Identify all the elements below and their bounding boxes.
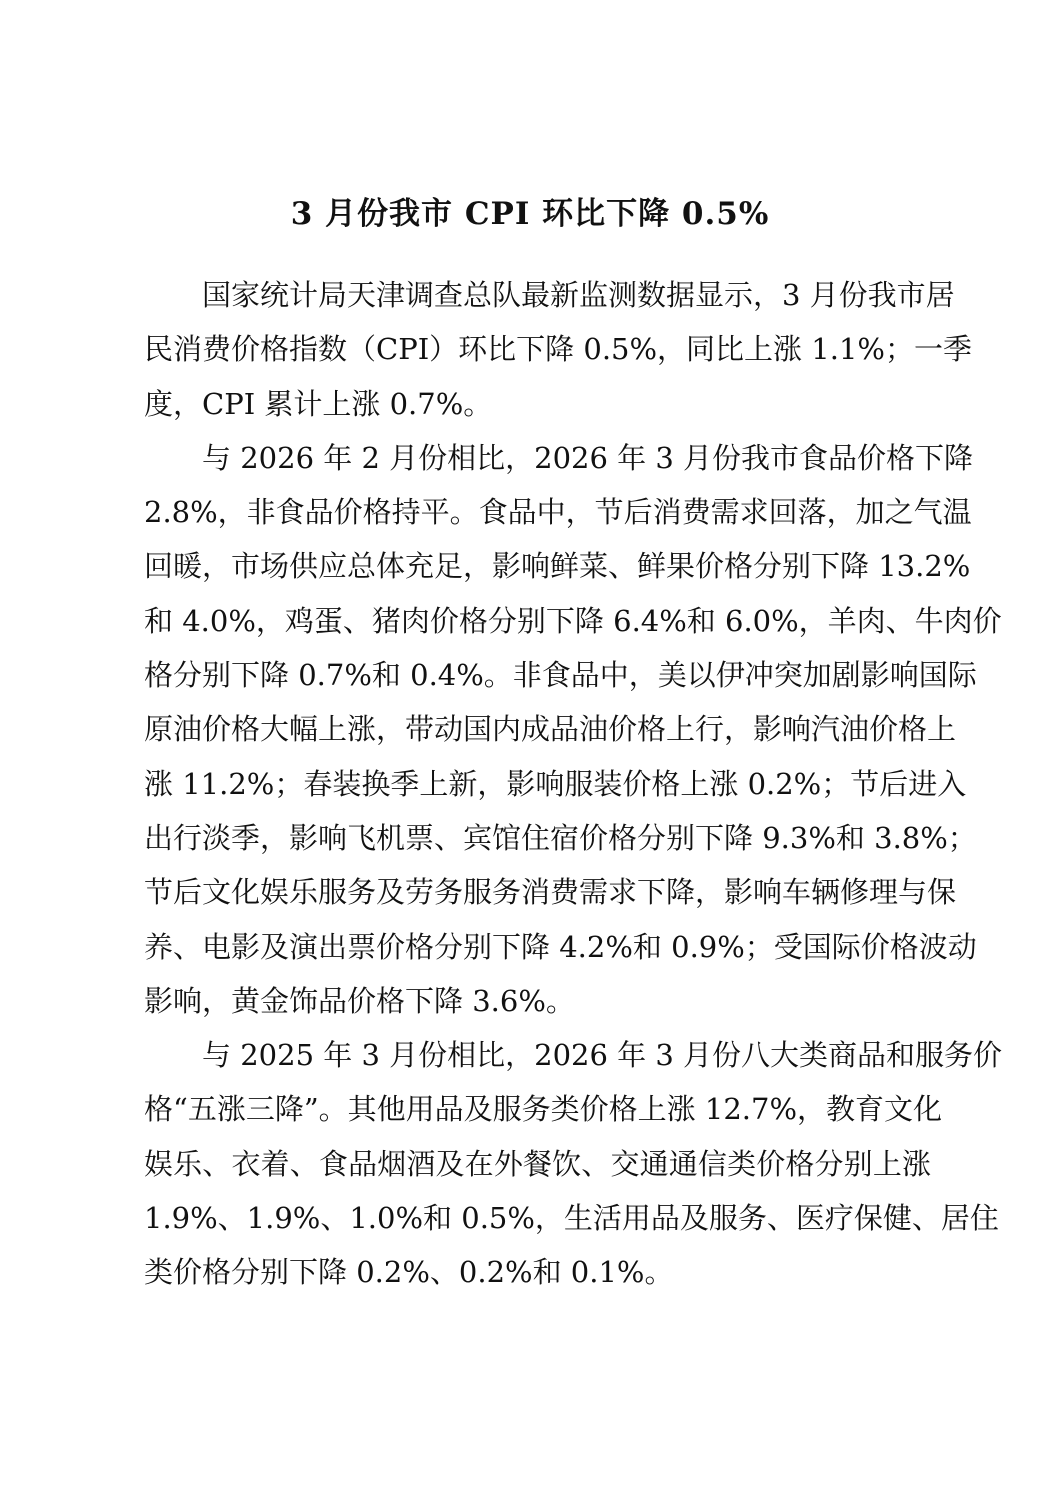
text-line: 娱乐、衣着、食品烟酒及在外餐饮、交通通信类价格分别上涨 <box>144 1146 931 1181</box>
text-line: 与 2026 年 2 月份相比，2026 年 3 月份我市食品价格下降 <box>202 440 974 475</box>
paragraph-1 <box>144 268 972 431</box>
article-body <box>144 268 1003 1300</box>
text-line: 国家统计局天津调查总队最新监测数据显示，3 月份我市居 <box>202 278 955 312</box>
text-line: 格“五涨三降”。其他用品及服务类价格上涨 12.7%，教育文化 <box>144 1092 942 1127</box>
text-line: 回暖，市场供应总体充足，影响鲜菜、鲜果价格分别下降 13.2% <box>144 549 971 584</box>
text-line: 格分别下降 0.7%和 0.4%。非食品中，美以伊冲突加剧影响国际 <box>144 658 977 693</box>
text-line: 类价格分别下降 0.2%、0.2%和 0.1%。 <box>144 1255 674 1290</box>
text-line: 度，CPI 累计上涨 0.7%。 <box>144 386 493 421</box>
text-line: 节后文化娱乐服务及劳务服务消费需求下降，影响车辆修理与保 <box>144 875 957 910</box>
text-line: 和 4.0%，鸡蛋、猪肉价格分别下降 6.4%和 6.0%，羊肉、牛肉价 <box>144 603 1002 638</box>
text-line: 1.9%、1.9%、1.0%和 0.5%，生活用品及服务、医疗保健、居住 <box>144 1201 999 1236</box>
text-line: 养、电影及演出票价格分别下降 4.2%和 0.9%；受国际价格波动 <box>144 929 977 964</box>
text-line: 影响，黄金饰品价格下降 3.6%。 <box>144 983 575 1018</box>
paragraph-2 <box>144 431 1002 1028</box>
text-line: 与 2025 年 3 月份相比，2026 年 3 月份八大类商品和服务价 <box>202 1038 1003 1073</box>
text-line: 2.8%，非食品价格持平。食品中，节后消费需求回落，加之气温 <box>144 495 972 530</box>
page-title: 3 月份我市 CPI 环比下降 0.5% <box>290 196 770 232</box>
text-line: 出行淡季，影响飞机票、宾馆住宿价格分别下降 9.3%和 3.8%； <box>144 820 977 855</box>
text-line: 涨 11.2%；春装换季上新，影响服装价格上涨 0.2%；节后进入 <box>144 766 967 801</box>
text-line: 原油价格大幅上涨，带动国内成品油价格上行，影响汽油价格上 <box>144 712 957 747</box>
paragraph-3 <box>144 1028 1003 1299</box>
text-line: 民消费价格指数（CPI）环比下降 0.5%，同比上涨 1.1%；一季 <box>144 332 972 367</box>
